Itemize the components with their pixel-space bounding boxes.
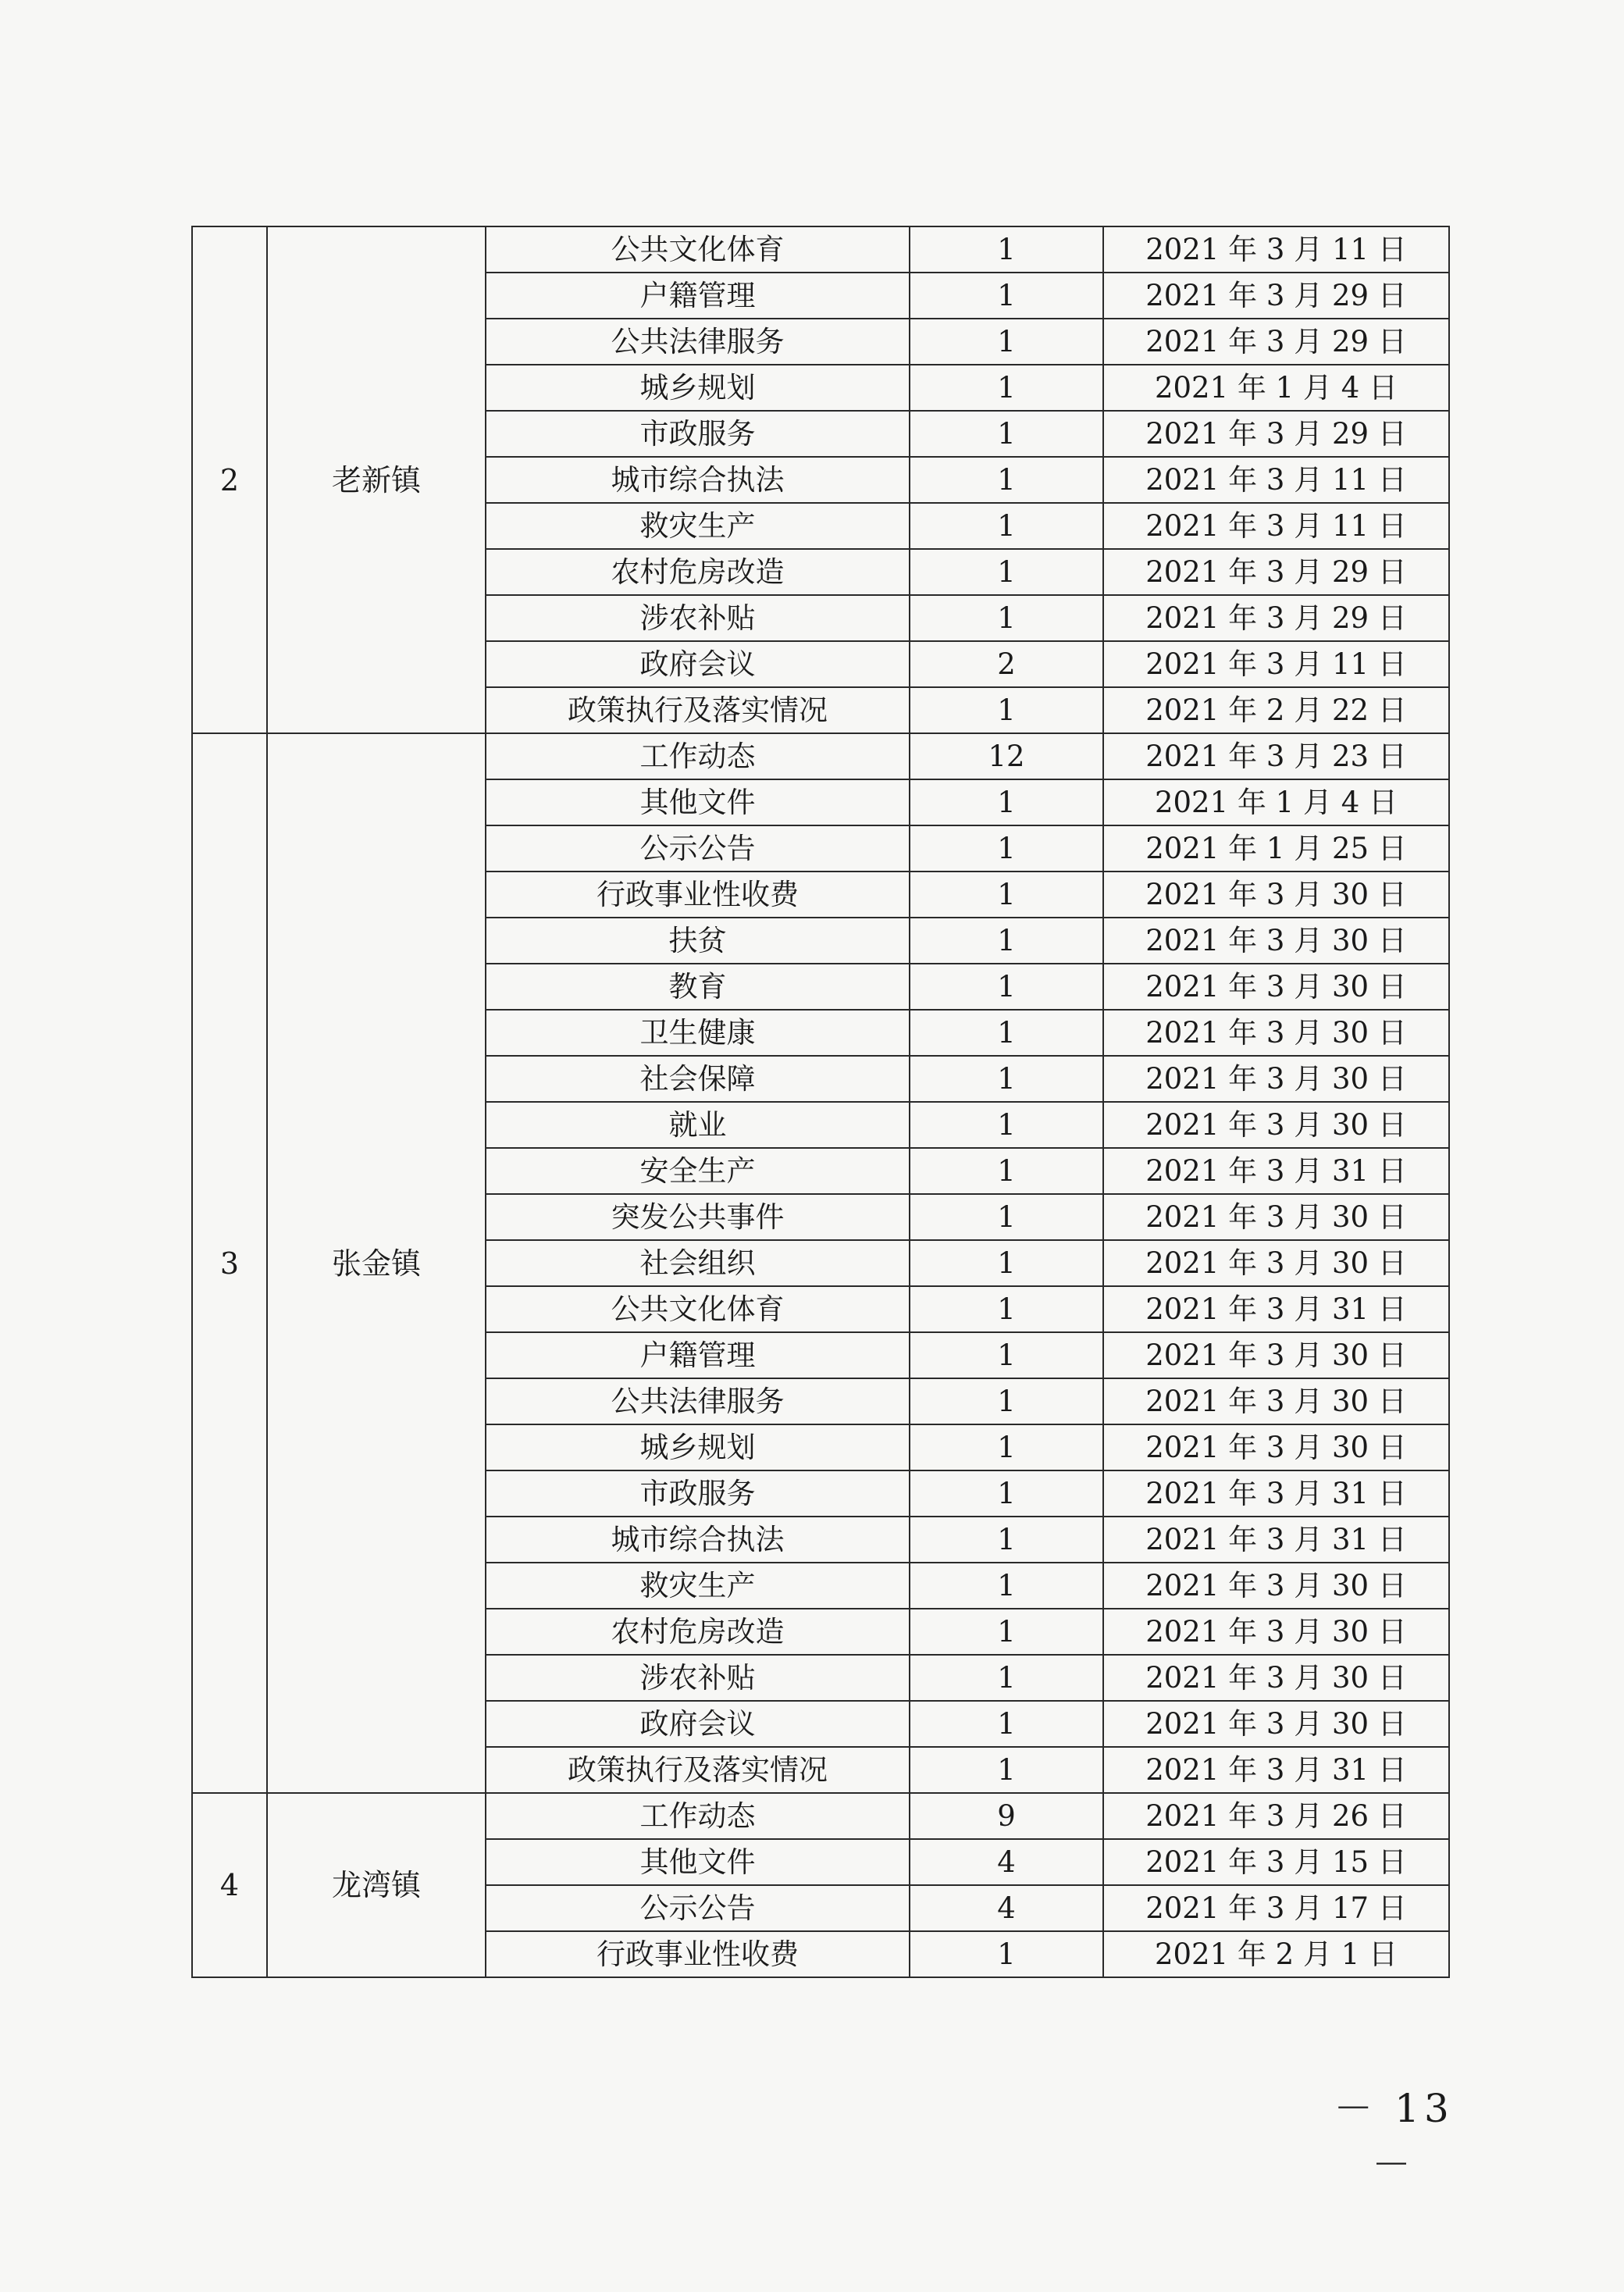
date-cell: 2021 年 3 月 29 日: [1103, 549, 1449, 595]
count-cell: 1: [910, 1747, 1103, 1793]
count-cell: 1: [910, 1517, 1103, 1563]
date-cell: 2021 年 1 月 4 日: [1103, 365, 1449, 411]
date-cell: 2021 年 3 月 26 日: [1103, 1793, 1449, 1839]
count-cell: 1: [910, 779, 1103, 825]
category-cell: 扶贫: [486, 918, 910, 964]
count-cell: 1: [910, 1378, 1103, 1424]
category-cell: 其他文件: [486, 779, 910, 825]
category-cell: 教育: [486, 964, 910, 1010]
count-cell: 1: [910, 273, 1103, 319]
date-cell: 2021 年 3 月 31 日: [1103, 1747, 1449, 1793]
category-cell: 工作动态: [486, 733, 910, 779]
date-cell: 2021 年 3 月 30 日: [1103, 1056, 1449, 1102]
count-cell: 1: [910, 918, 1103, 964]
category-cell: 城市综合执法: [486, 457, 910, 503]
count-cell: 1: [910, 1056, 1103, 1102]
category-cell: 公共法律服务: [486, 319, 910, 365]
group-number-cell: 4: [192, 1793, 267, 1977]
count-cell: 1: [910, 825, 1103, 872]
date-cell: 2021 年 2 月 1 日: [1103, 1931, 1449, 1977]
count-cell: 1: [910, 1609, 1103, 1655]
count-cell: 1: [910, 872, 1103, 918]
table-row: [192, 226, 1449, 273]
category-cell: 行政事业性收费: [486, 1931, 910, 1977]
category-cell: 卫生健康: [486, 1010, 910, 1056]
date-cell: 2021 年 3 月 30 日: [1103, 1701, 1449, 1747]
count-cell: 1: [910, 319, 1103, 365]
date-cell: 2021 年 3 月 30 日: [1103, 1655, 1449, 1701]
town-name-cell: 老新镇: [267, 226, 486, 733]
category-cell: 政府会议: [486, 641, 910, 687]
date-cell: 2021 年 3 月 29 日: [1103, 595, 1449, 641]
count-cell: 1: [910, 1931, 1103, 1977]
category-cell: 突发公共事件: [486, 1194, 910, 1240]
count-cell: 1: [910, 411, 1103, 457]
category-cell: 安全生产: [486, 1148, 910, 1194]
date-cell: 2021 年 3 月 29 日: [1103, 273, 1449, 319]
date-cell: 2021 年 3 月 11 日: [1103, 503, 1449, 549]
count-cell: 4: [910, 1885, 1103, 1931]
category-cell: 公共文化体育: [486, 1286, 910, 1332]
date-cell: 2021 年 3 月 30 日: [1103, 964, 1449, 1010]
category-cell: 涉农补贴: [486, 595, 910, 641]
category-cell: 公共法律服务: [486, 1378, 910, 1424]
category-cell: 工作动态: [486, 1793, 910, 1839]
count-cell: 1: [910, 1332, 1103, 1378]
town-name-cell: 张金镇: [267, 733, 486, 1793]
category-cell: 城乡规划: [486, 1424, 910, 1470]
count-cell: 1: [910, 1148, 1103, 1194]
date-cell: 2021 年 3 月 29 日: [1103, 319, 1449, 365]
category-cell: 公示公告: [486, 1885, 910, 1931]
date-cell: 2021 年 3 月 30 日: [1103, 1424, 1449, 1470]
date-cell: 2021 年 3 月 31 日: [1103, 1148, 1449, 1194]
date-cell: 2021 年 3 月 30 日: [1103, 1102, 1449, 1148]
count-cell: 2: [910, 641, 1103, 687]
group-number-cell: 3: [192, 733, 267, 1793]
count-cell: 1: [910, 1010, 1103, 1056]
category-cell: 公共文化体育: [486, 226, 910, 273]
count-cell: 1: [910, 365, 1103, 411]
count-cell: 1: [910, 1102, 1103, 1148]
data-table: [191, 226, 1450, 1978]
category-cell: 城乡规划: [486, 365, 910, 411]
category-cell: 行政事业性收费: [486, 872, 910, 918]
date-cell: 2021 年 3 月 30 日: [1103, 872, 1449, 918]
count-cell: 1: [910, 549, 1103, 595]
count-cell: 1: [910, 1563, 1103, 1609]
table-row: [192, 733, 1449, 779]
category-cell: 政策执行及落实情况: [486, 1747, 910, 1793]
date-cell: 2021 年 1 月 25 日: [1103, 825, 1449, 872]
count-cell: 4: [910, 1839, 1103, 1885]
count-cell: 1: [910, 1240, 1103, 1286]
category-cell: 农村危房改造: [486, 1609, 910, 1655]
category-cell: 就业: [486, 1102, 910, 1148]
category-cell: 户籍管理: [486, 1332, 910, 1378]
count-cell: 1: [910, 457, 1103, 503]
table-row: [192, 1793, 1449, 1839]
date-cell: 2021 年 3 月 29 日: [1103, 411, 1449, 457]
date-cell: 2021 年 3 月 31 日: [1103, 1286, 1449, 1332]
category-cell: 涉农补贴: [486, 1655, 910, 1701]
page-number: － 13 －: [1334, 2086, 1454, 2187]
date-cell: 2021 年 3 月 30 日: [1103, 1010, 1449, 1056]
category-cell: 城市综合执法: [486, 1517, 910, 1563]
date-cell: 2021 年 3 月 31 日: [1103, 1517, 1449, 1563]
category-cell: 社会组织: [486, 1240, 910, 1286]
count-cell: 1: [910, 595, 1103, 641]
category-cell: 市政服务: [486, 1470, 910, 1517]
count-cell: 1: [910, 1701, 1103, 1747]
count-cell: 9: [910, 1793, 1103, 1839]
date-cell: 2021 年 3 月 17 日: [1103, 1885, 1449, 1931]
date-cell: 2021 年 3 月 30 日: [1103, 1609, 1449, 1655]
count-cell: 1: [910, 1194, 1103, 1240]
count-cell: 1: [910, 687, 1103, 733]
category-cell: 政府会议: [486, 1701, 910, 1747]
category-cell: 公示公告: [486, 825, 910, 872]
date-cell: 2021 年 3 月 30 日: [1103, 1563, 1449, 1609]
date-cell: 2021 年 3 月 30 日: [1103, 1332, 1449, 1378]
count-cell: 1: [910, 226, 1103, 273]
date-cell: 2021 年 3 月 11 日: [1103, 641, 1449, 687]
category-cell: 农村危房改造: [486, 549, 910, 595]
date-cell: 2021 年 3 月 30 日: [1103, 1194, 1449, 1240]
category-cell: 户籍管理: [486, 273, 910, 319]
date-cell: 2021 年 3 月 30 日: [1103, 1240, 1449, 1286]
category-cell: 其他文件: [486, 1839, 910, 1885]
category-cell: 救灾生产: [486, 503, 910, 549]
date-cell: 2021 年 3 月 31 日: [1103, 1470, 1449, 1517]
table-body: [192, 226, 1449, 1977]
count-cell: 12: [910, 733, 1103, 779]
date-cell: 2021 年 3 月 30 日: [1103, 918, 1449, 964]
count-cell: 1: [910, 964, 1103, 1010]
date-cell: 2021 年 2 月 22 日: [1103, 687, 1449, 733]
date-cell: 2021 年 3 月 15 日: [1103, 1839, 1449, 1885]
category-cell: 社会保障: [486, 1056, 910, 1102]
town-name-cell: 龙湾镇: [267, 1793, 486, 1977]
category-cell: 政策执行及落实情况: [486, 687, 910, 733]
count-cell: 1: [910, 503, 1103, 549]
category-cell: 救灾生产: [486, 1563, 910, 1609]
count-cell: 1: [910, 1655, 1103, 1701]
category-cell: 市政服务: [486, 411, 910, 457]
group-number-cell: 2: [192, 226, 267, 733]
count-cell: 1: [910, 1470, 1103, 1517]
date-cell: 2021 年 3 月 23 日: [1103, 733, 1449, 779]
date-cell: 2021 年 1 月 4 日: [1103, 779, 1449, 825]
count-cell: 1: [910, 1424, 1103, 1470]
count-cell: 1: [910, 1286, 1103, 1332]
date-cell: 2021 年 3 月 30 日: [1103, 1378, 1449, 1424]
date-cell: 2021 年 3 月 11 日: [1103, 457, 1449, 503]
date-cell: 2021 年 3 月 11 日: [1103, 226, 1449, 273]
